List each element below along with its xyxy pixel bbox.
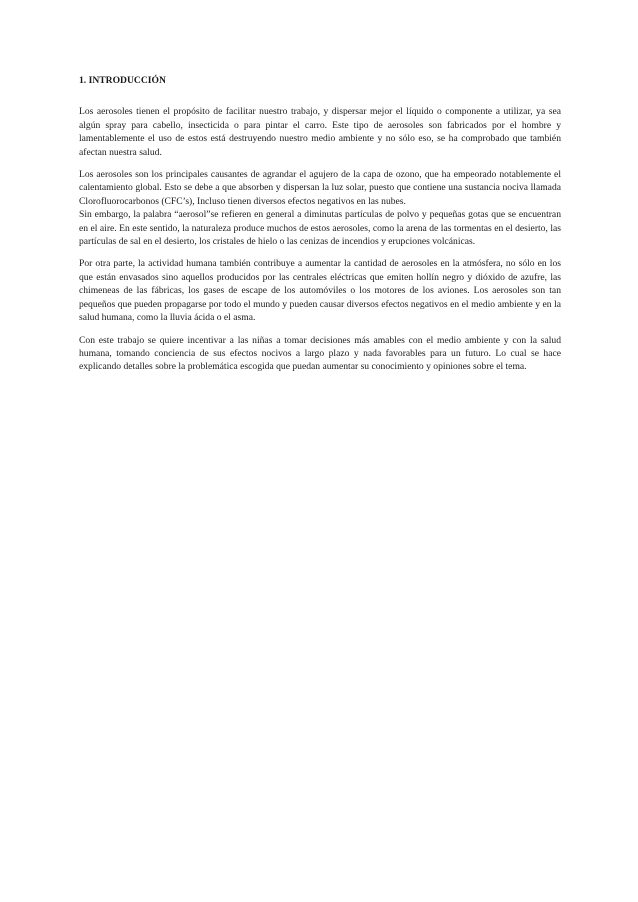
document-body bbox=[79, 74, 561, 383]
paragraph-human-activity: Por otra parte, la actividad humana también contribuye a aumentar la cantidad de aerosoles en la atmósfera, no sólo en los que están envasados sino aquellos producidos por las centrales eléctricas que emiten hollín negro y dióxido de azufre, las chimeneas de las fábricas, los gases de escape de los automóviles o los motores de los aviones. Los aerosoles son tan pequeños que pueden propagarse por todo el mundo y pueden causar diversos efectos negativos en el medio ambiente y en la salud humana, como la lluvia ácida o el asma. bbox=[79, 258, 561, 324]
section-heading: 1. INTRODUCCIÓN bbox=[79, 75, 166, 86]
paragraph-intro-aerosols: Los aerosoles tienen el propósito de facilitar nuestro trabajo, y dispersar mejor el líquido o componente a utilizar, ya sea algún spray para cabello, insecticida o para pintar el carro. Este tipo de aerosoles son fabricados por el hombre y lamentablemente el uso de estos está destruyendo nuestro medio ambiente y no sólo eso, se ha comprobado que también afectan nuestra salud. bbox=[79, 106, 561, 158]
paragraph-purpose: Con este trabajo se quiere incentivar a las niñas a tomar decisiones más amables con el medio ambiente y con la salud humana, tomando conciencia de sus efectos nocivos a largo plazo y nada favorables para un futuro. Lo cual se hace explicando detalles sobre la problemática escogida que puedan aumentar su conocimiento y opiniones sobre el tema. bbox=[79, 334, 561, 373]
paragraph-ozone-effects: Los aerosoles son los principales causantes de agrandar el agujero de la capa de ozono, que ha empeorado notablemente el calentamiento global. Esto se debe a que absorben y dispersan la luz solar, puesto que contiene una sustancia nociva llamada Clorofluorocarbonos (CFC’s), Incluso tienen diversos efectos negativos en las nubes. Sin embargo, la palabra “aerosol”se refieren en general a diminutas partículas de polvo y pequeñas gotas que se encuentran en el aire. En este sentido, la naturaleza produce muchos de estos aerosoles, como la arena de las tormentas en el desierto, las partículas de sal en el desierto, los cristales de hielo o las cenizas de incendios y erupciones volcánicas. bbox=[79, 169, 561, 248]
